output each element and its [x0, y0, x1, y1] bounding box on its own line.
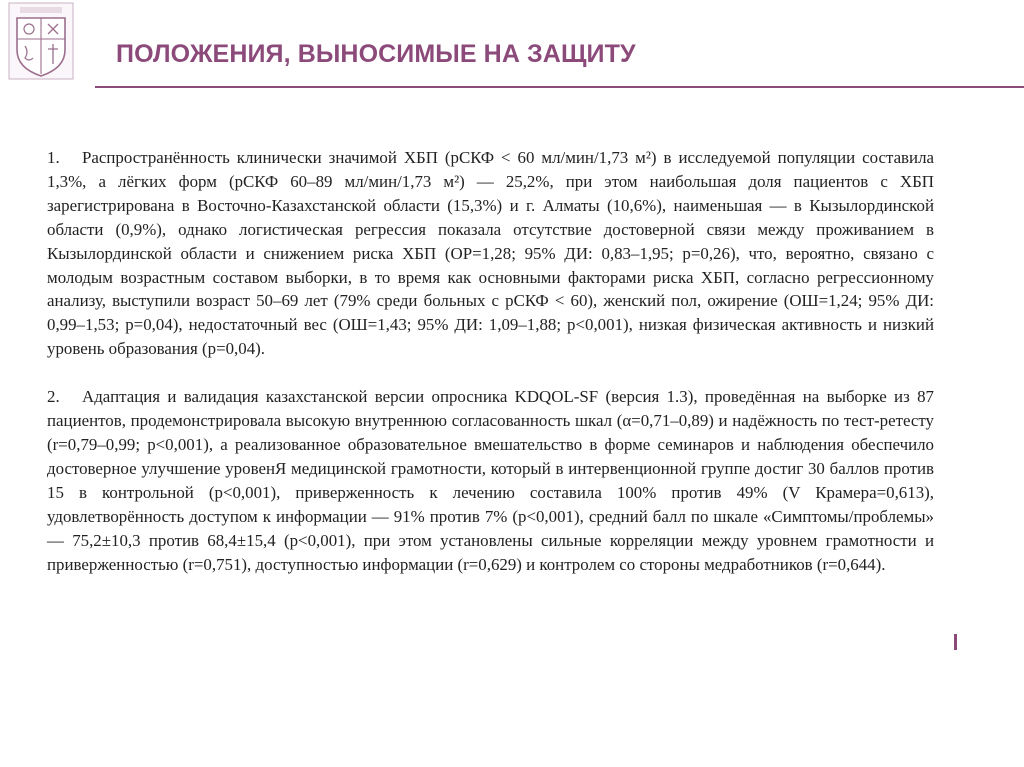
point-1-text: Распространённость клинически значимой ХБП (рСКФ < 60 мл/мин/1,73 м²) в исследуемой популяции составила 1,3%, а лёгких форм (рСКФ 60–89 мл/мин/1,73 м²) — 25,2%, при этом наибольшая доля пациентов с ХБП зарегистрирована в Восточно-Казахстанской области (15,3%) и г. Алматы (10,6%), наименьшая — в Кызылординской области (0,9%), однако логистическая регрессия показала отсутствие достоверной связи между проживанием в Кызылординской области и снижением риска ХБП (ОР=1,28; 95% ДИ: 0,83–1,95; p=0,26), что, вероятно, связано с молодым возрастным составом выборки, в то время как основными факторами риска ХБП, согласно регрессионному анализу, выступили возраст 50–69 лет (79% среди больных с рСКФ < 60), женский пол, ожирение (ОШ=1,24; 95% ДИ: 0,99–1,53; p=0,04), недостаточный вес (ОШ=1,43; 95% ДИ: 1,09–1,88; p<0,001), низкая физическая активность и низкий уровень образования (p=0,04). [47, 148, 934, 359]
title-divider [95, 86, 1024, 88]
content-body [47, 146, 934, 576]
point-2-text: Адаптация и валидация казахстанской версии опросника KDQOL-SF (версия 1.3), проведённая на выборке из 87 пациентов, продемонстрировала высокую внутреннюю согласованность шкал (α=0,71–0,89) и надёжность по тест-ретесту (r=0,79–0,99; p<0,001), а реализованное образовательное вмешательство в форме семинаров и наблюдения обеспечило достоверное улучшение уровенЯ медицинской грамотности, который в интервенционной группе достиг 30 баллов против 15 в контрольной (p<0,001), приверженность к лечению составила 100% против 49% (V Крамера=0,613), удовлетворённость доступом к информации — 91% против 7% (p<0,001), средний балл по шкале «Симптомы/проблемы» — 75,2±10,3 против 68,4±15,4 (p<0,001), при этом установлены сильные корреляции между уровнем грамотности и приверженностью (r=0,751), доступностью информации (r=0,629) и контролем со стороны медработников (r=0,644). [47, 387, 934, 574]
slide-title: ПОЛОЖЕНИЯ, ВЫНОСИМЫЕ НА ЗАЩИТУ [116, 40, 636, 68]
decorative-side-mark [954, 634, 957, 650]
point-2 [47, 385, 934, 576]
point-2-number: 2. [47, 387, 60, 407]
point-1-number: 1. [47, 148, 60, 167]
university-crest-icon [8, 2, 74, 80]
point-1 [47, 146, 934, 361]
